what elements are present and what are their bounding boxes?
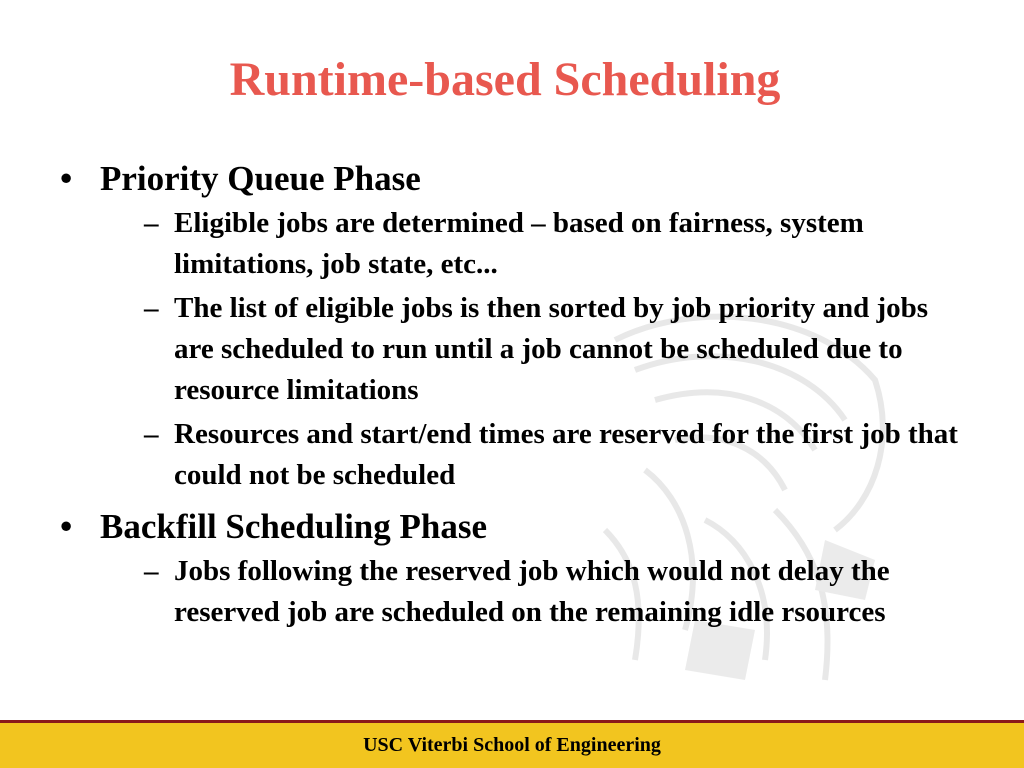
sub-bullet	[144, 203, 970, 285]
sub-bullet-text: Jobs following the reserved job which would not delay the reserved job are scheduled on the remaining idle rsources	[174, 555, 890, 628]
sub-bullet-text: Eligible jobs are determined – based on fairness, system limitations, job state, etc...	[174, 207, 864, 280]
bullet-priority-queue-phase	[60, 158, 970, 200]
sub-bullet	[144, 414, 970, 496]
slide-title: Runtime-based Scheduling	[229, 53, 781, 106]
dash-marker: –	[144, 555, 159, 587]
footer-bar	[0, 723, 1024, 768]
bullet-backfill-scheduling-phase	[60, 506, 970, 548]
bullet-text: Priority Queue Phase	[100, 159, 421, 198]
dash-marker: –	[144, 207, 159, 239]
sub-bullet-text: The list of eligible jobs is then sorted by job priority and jobs are scheduled to run until a job cannot be scheduled due to resource limitations	[174, 292, 929, 406]
dash-marker: –	[144, 292, 159, 324]
sub-bullet-text: Resources and start/end times are reserved for the first job that could not be scheduled	[174, 418, 958, 491]
bullet-marker: •	[60, 507, 73, 546]
bullet-marker: •	[60, 159, 73, 198]
slide-content	[60, 148, 970, 633]
footer-text: USC Viterbi School of Engineering	[363, 734, 661, 756]
dash-marker: –	[144, 418, 159, 450]
sub-bullet	[144, 288, 970, 411]
bullet-text: Backfill Scheduling Phase	[100, 507, 488, 546]
sub-bullet	[144, 551, 970, 633]
